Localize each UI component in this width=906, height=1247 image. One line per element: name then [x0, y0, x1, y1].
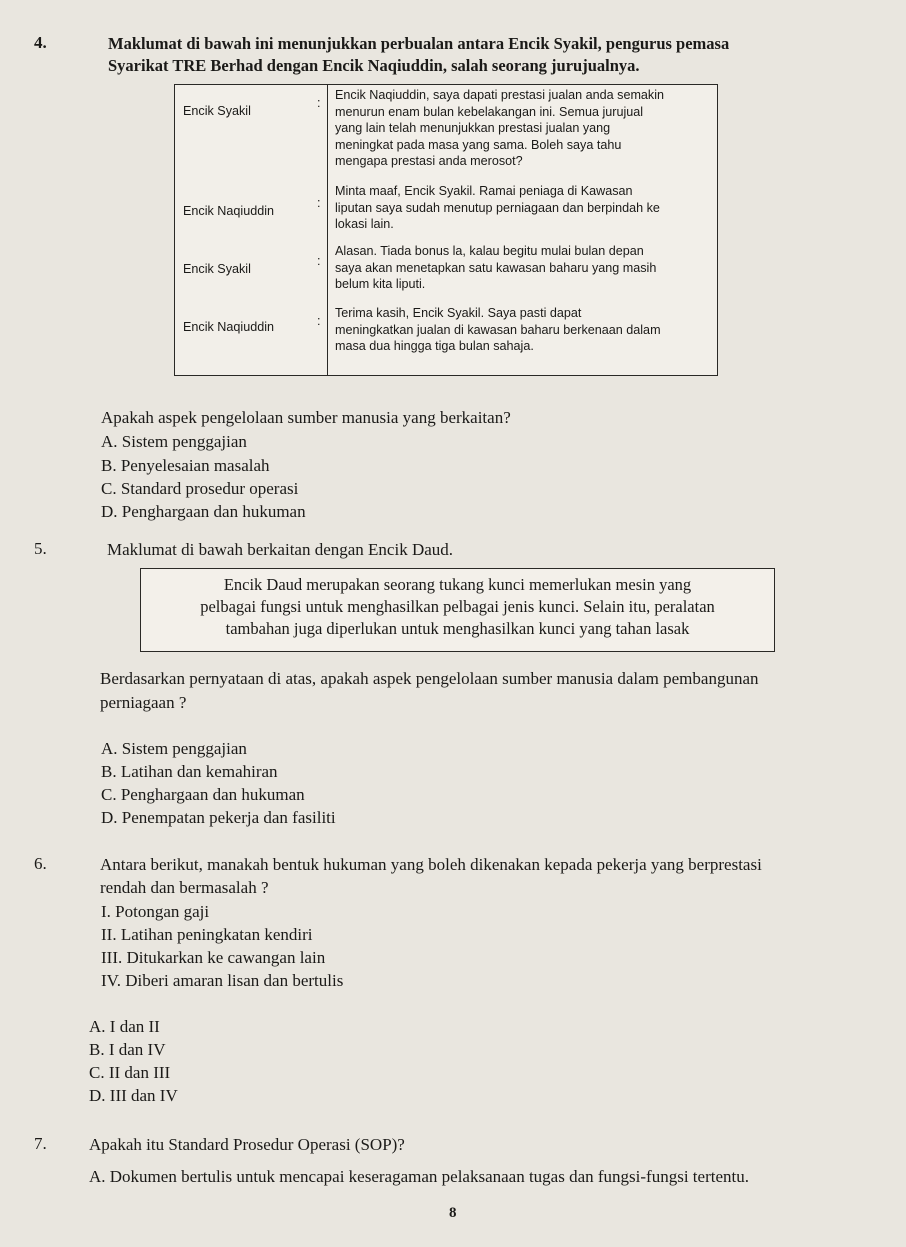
- q6-text-line1: Antara berikut, manakah bentuk hukuman yang boleh dikenakan kepada pekerja yang berprestasi: [100, 855, 762, 874]
- speech-line: Minta maaf, Encik Syakil. Ramai peniaga di Kawasan: [335, 184, 633, 198]
- q5-stem-line1: Berdasarkan pernyataan di atas, apakah aspek pengelolaan sumber manusia dalam pembangunan: [100, 669, 759, 688]
- speaker-2: Encik Naqiuddin: [183, 204, 275, 218]
- q4-text-line1: Maklumat di bawah ini menunjukkan perbualan antara Encik Syakil, pengurus pemasa: [108, 34, 730, 53]
- q5-info-box: [140, 568, 775, 652]
- speech-line: belum kita liputi.: [335, 277, 426, 291]
- q6-statement-1: I. Potongan gaji: [101, 902, 210, 921]
- q6-number: 6.: [34, 854, 47, 873]
- speech-line: yang lain telah menunjukkan prestasi jualan yang: [335, 121, 611, 135]
- speech-4: [335, 305, 709, 355]
- colon-4: :: [317, 314, 321, 328]
- speech-2: [335, 183, 709, 233]
- speech-line: meningkatkan jualan di kawasan baharu berkenaan dalam: [335, 322, 661, 337]
- q4-option-c[interactable]: C. Standard prosedur operasi: [101, 479, 299, 498]
- q4-option-a[interactable]: A. Sistem penggajian: [101, 432, 247, 451]
- q4-option-b[interactable]: B. Penyelesaian masalah: [101, 456, 270, 475]
- q7-option-a[interactable]: A. Dokumen bertulis untuk mencapai keseragaman pelaksanaan tugas dan fungsi-fungsi tertentu.: [89, 1167, 749, 1186]
- q6-text-line2: rendah dan bermasalah ?: [100, 878, 269, 897]
- q7-number: 7.: [34, 1134, 47, 1153]
- speaker-1: Encik Syakil: [183, 104, 251, 118]
- q6-option-c[interactable]: C. II dan III: [89, 1063, 171, 1082]
- q5-text: Maklumat di bawah berkaitan dengan Encik Daud.: [107, 540, 454, 559]
- speech-3: [335, 243, 709, 293]
- q5-stem-line2: perniagaan ?: [100, 693, 187, 712]
- speech-line: menurun enam bulan kebelakangan ini. Semua jurujual: [335, 104, 644, 119]
- q6-option-b[interactable]: B. I dan IV: [89, 1040, 166, 1059]
- q4-text-line2: Syarikat TRE Berhad dengan Encik Naqiuddin, salah seorang jurujualnya.: [108, 56, 640, 75]
- q4-option-d[interactable]: D. Penghargaan dan hukuman: [101, 502, 306, 521]
- dialogue-table: [174, 84, 718, 376]
- q6-statement-4: IV. Diberi amaran lisan dan bertulis: [101, 971, 344, 990]
- q5-option-b[interactable]: B. Latihan dan kemahiran: [101, 762, 278, 781]
- speech-line: masa dua hingga tiga bulan sahaja.: [335, 339, 534, 353]
- speech-line: Alasan. Tiada bonus la, kalau begitu mulai bulan depan: [335, 244, 644, 258]
- box-line: Encik Daud merupakan seorang tukang kunci memerlukan mesin yang: [223, 575, 692, 594]
- speech-line: Terima kasih, Encik Syakil. Saya pasti dapat: [335, 306, 582, 320]
- speech-line: meningkat pada masa yang sama. Boleh saya tahu: [335, 137, 622, 152]
- q5-option-c[interactable]: C. Penghargaan dan hukuman: [101, 785, 305, 804]
- box-line: pelbagai fungsi untuk menghasilkan pelbagai jenis kunci. Selain itu, peralatan: [200, 597, 715, 616]
- speaker-3: Encik Syakil: [183, 262, 251, 276]
- q6-option-d[interactable]: D. III dan IV: [89, 1086, 178, 1105]
- speech-line: liputan saya sudah menutup perniagaan dan berpindah ke: [335, 200, 660, 215]
- speech-line: Encik Naqiuddin, saya dapati prestasi jualan anda semakin: [335, 88, 665, 102]
- q6-statement-3: III. Ditukarkan ke cawangan lain: [101, 948, 326, 967]
- q4-stem: Apakah aspek pengelolaan sumber manusia yang berkaitan?: [101, 408, 511, 427]
- colon-1: :: [317, 96, 321, 110]
- q6-statement-2: II. Latihan peningkatan kendiri: [101, 925, 313, 944]
- q5-option-a[interactable]: A. Sistem penggajian: [101, 739, 247, 758]
- speech-1: [335, 87, 709, 170]
- q5-option-d[interactable]: D. Penempatan pekerja dan fasiliti: [101, 808, 336, 827]
- colon-2: :: [317, 196, 321, 210]
- q6-option-a[interactable]: A. I dan II: [89, 1017, 160, 1036]
- speech-line: mengapa prestasi anda merosot?: [335, 154, 523, 168]
- page-number: 8: [449, 1205, 457, 1221]
- speech-line: saya akan menetapkan satu kawasan baharu yang masih: [335, 260, 657, 275]
- q5-number: 5.: [34, 539, 47, 558]
- q7-text: Apakah itu Standard Prosedur Operasi (SOP)?: [89, 1135, 405, 1154]
- speaker-4: Encik Naqiuddin: [183, 320, 275, 334]
- q4-number: 4.: [34, 33, 47, 52]
- box-line: tambahan juga diperlukan untuk menghasilkan kunci yang tahan lasak: [225, 619, 690, 638]
- table-divider: [327, 85, 328, 375]
- speech-line: lokasi lain.: [335, 217, 394, 231]
- colon-3: :: [317, 254, 321, 268]
